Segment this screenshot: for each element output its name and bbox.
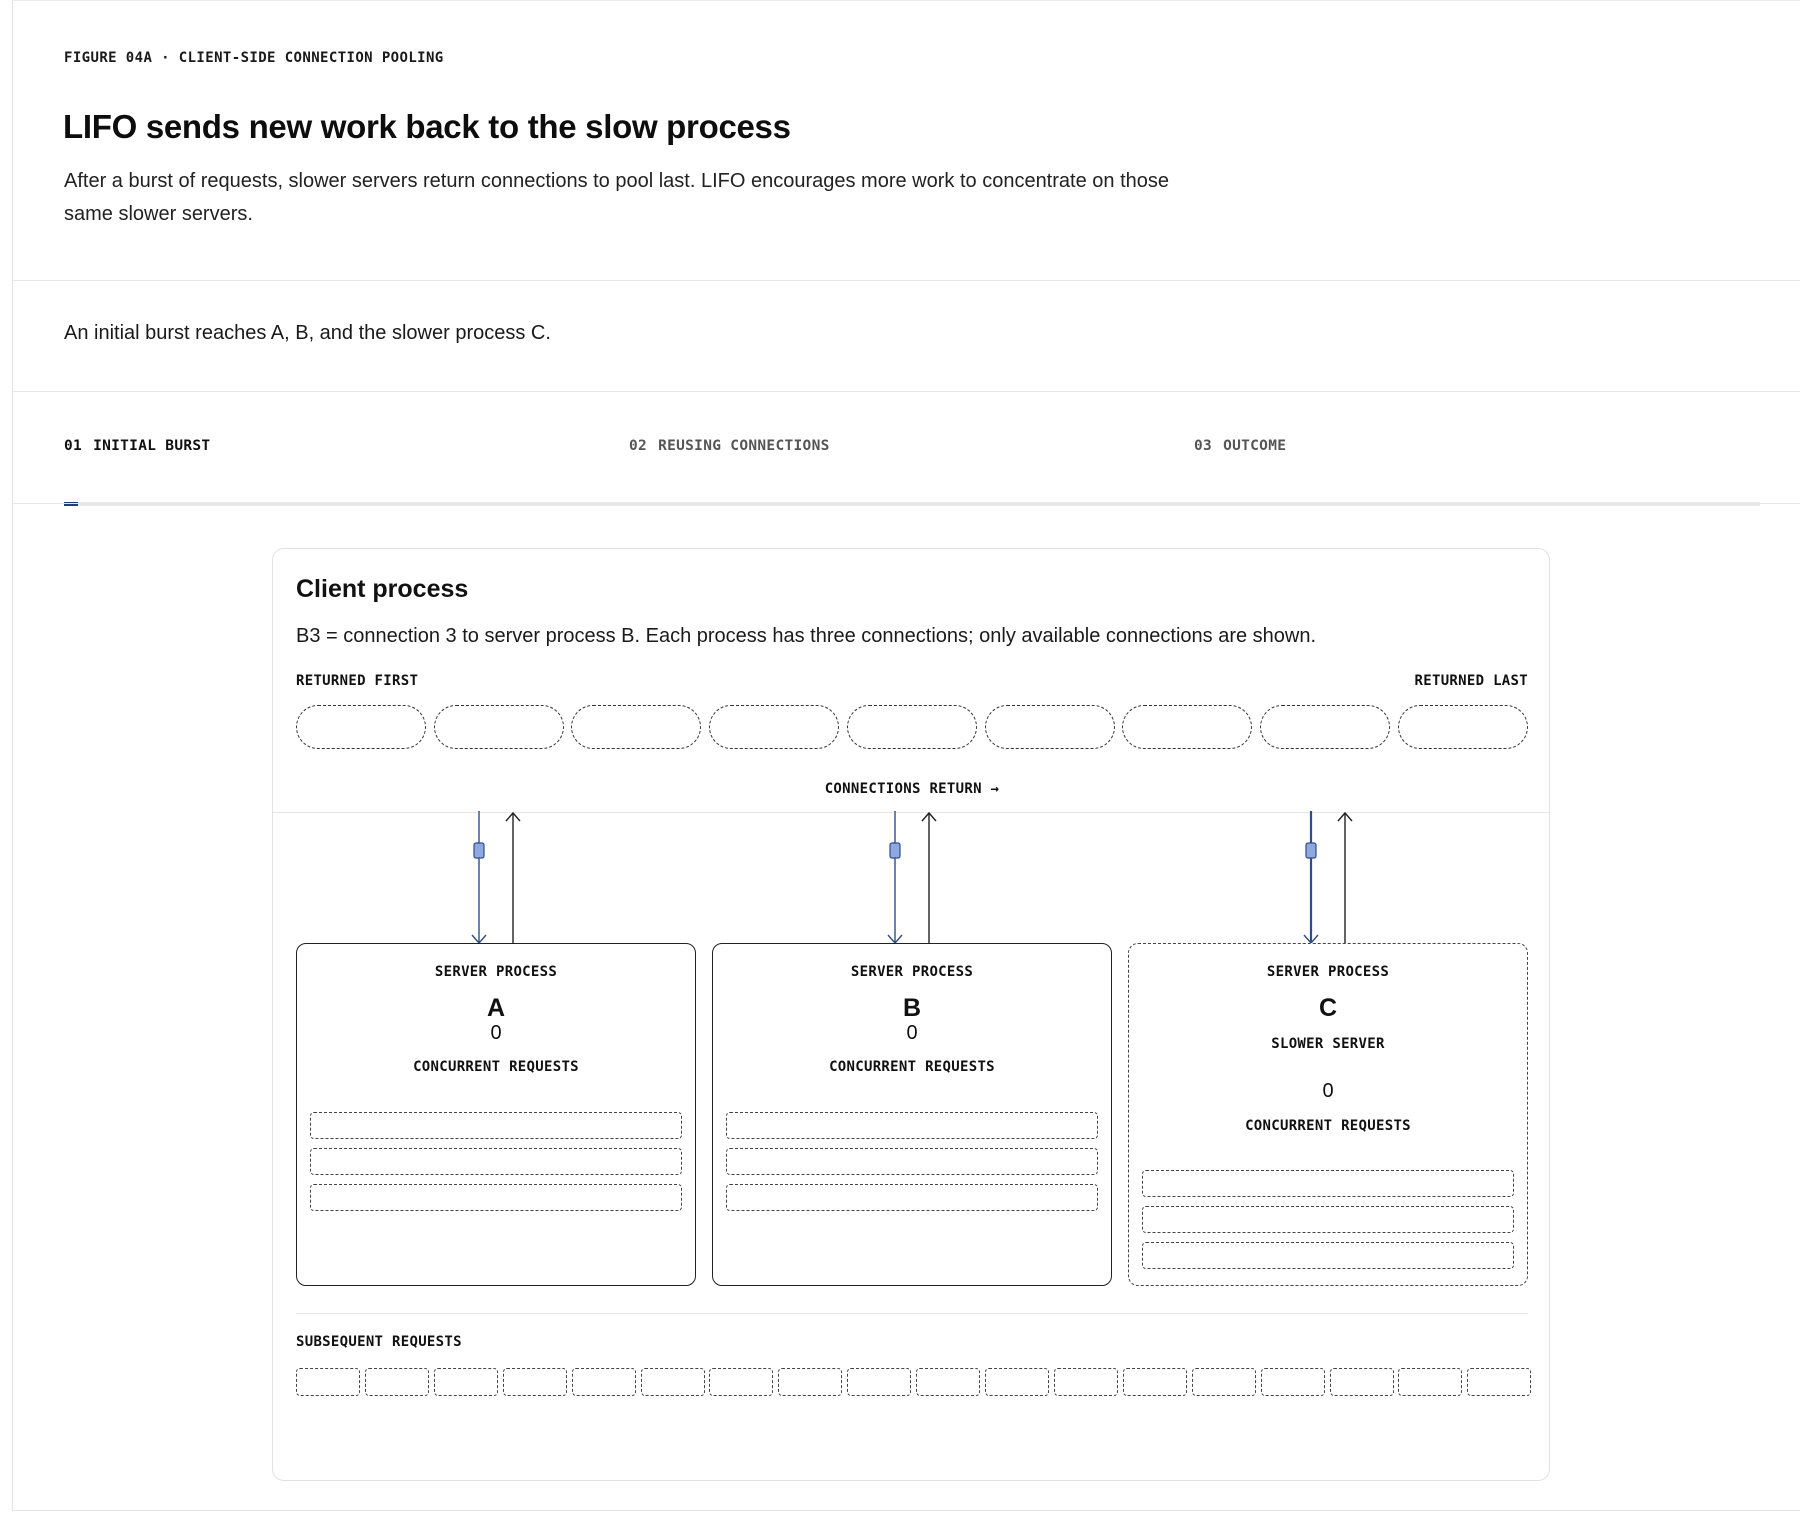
tab-initial-burst[interactable]	[64, 438, 210, 454]
request-slot	[726, 1184, 1098, 1211]
figure-eyebrow: FIGURE 04A · CLIENT-SIDE CONNECTION POOLING	[64, 50, 444, 66]
server-process-label: SERVER PROCESS	[1266, 964, 1390, 980]
client-description: B3 = connection 3 to server process B. Each process has three connections; only available connections are shown.	[296, 625, 1317, 647]
request-slot	[1142, 1206, 1514, 1233]
concurrent-request-count: 0	[490, 1022, 502, 1044]
server-name: A	[486, 994, 506, 1022]
subsequent-request-slot	[1330, 1368, 1394, 1396]
server-flow-b	[888, 811, 936, 943]
subsequent-request-slot	[709, 1368, 773, 1396]
step-label: INITIAL BURST	[93, 438, 211, 454]
server-name: C	[1318, 994, 1338, 1022]
step-label: OUTCOME	[1223, 438, 1287, 454]
concurrent-requests-label: CONCURRENT REQUESTS	[829, 1059, 995, 1075]
tab-reusing-connections[interactable]	[629, 438, 830, 454]
subsequent-request-slot	[1398, 1368, 1462, 1396]
step-caption: An initial burst reaches A, B, and the slower process C.	[64, 322, 551, 344]
request-flow-arrows	[273, 811, 1551, 961]
subsequent-request-slot	[1123, 1368, 1187, 1396]
connections-return-label: CONNECTIONS RETURN →	[824, 781, 1000, 797]
server-process-label: SERVER PROCESS	[850, 964, 974, 980]
subsequent-request-slot	[1467, 1368, 1531, 1396]
subsequent-request-slot	[296, 1368, 360, 1396]
returned-last-label: RETURNED LAST	[1414, 673, 1528, 689]
concurrent-requests-label: CONCURRENT REQUESTS	[413, 1059, 579, 1075]
server-flow-c	[1304, 811, 1352, 943]
divider	[13, 503, 1800, 504]
concurrent-request-count: 0	[906, 1022, 918, 1044]
concurrent-request-count: 0	[1322, 1080, 1334, 1102]
subsequent-request-slot	[1054, 1368, 1118, 1396]
server-process-b	[712, 943, 1112, 1286]
request-slot	[310, 1148, 682, 1175]
server-name: B	[902, 994, 922, 1022]
subsequent-request-slot	[503, 1368, 567, 1396]
divider	[296, 1313, 1528, 1314]
request-slot	[726, 1148, 1098, 1175]
server-process-label: SERVER PROCESS	[434, 964, 558, 980]
connection-token	[474, 843, 484, 858]
subsequent-request-slot	[847, 1368, 911, 1396]
figure-title: LIFO sends new work back to the slow process	[63, 108, 791, 145]
subsequent-request-slot	[778, 1368, 842, 1396]
request-slot	[726, 1112, 1098, 1139]
pool-connection-slot	[709, 705, 839, 749]
client-title: Client process	[296, 575, 469, 603]
step-number: 03	[1194, 438, 1213, 454]
pool-connection-slot	[296, 705, 426, 749]
subsequent-request-slot	[365, 1368, 429, 1396]
pool-connection-slot	[434, 705, 564, 749]
subsequent-request-slot	[641, 1368, 705, 1396]
pool-connection-slot	[1398, 705, 1528, 749]
concurrent-requests-label: CONCURRENT REQUESTS	[1245, 1118, 1411, 1134]
client-process-card	[272, 548, 1550, 1481]
step-number: 02	[629, 438, 648, 454]
pool-connection-slot	[571, 705, 701, 749]
server-process-a	[296, 943, 696, 1286]
subsequent-request-slot	[916, 1368, 980, 1396]
slower-server-badge: SLOWER SERVER	[1271, 1036, 1385, 1052]
divider	[13, 391, 1800, 392]
step-number: 01	[64, 438, 83, 454]
connection-token	[890, 843, 900, 858]
divider	[13, 280, 1800, 281]
request-slot	[310, 1184, 682, 1211]
returned-first-label: RETURNED FIRST	[296, 673, 419, 689]
subsequent-request-slot	[1192, 1368, 1256, 1396]
subsequent-request-slot	[1261, 1368, 1325, 1396]
request-slot	[310, 1112, 682, 1139]
figure-subtitle: After a burst of requests, slower servers return connections to pool last. LIFO encourages more work to concentrate on those same slower servers.	[64, 170, 1169, 225]
subsequent-request-slot	[985, 1368, 1049, 1396]
subsequent-request-slot	[434, 1368, 498, 1396]
step-label: REUSING CONNECTIONS	[658, 438, 830, 454]
subsequent-request-slot	[572, 1368, 636, 1396]
pool-connection-slot	[847, 705, 977, 749]
pool-connection-slot	[1122, 705, 1252, 749]
pool-connection-slot	[985, 705, 1115, 749]
subsequent-requests-label: SUBSEQUENT REQUESTS	[296, 1334, 462, 1350]
tab-outcome[interactable]	[1194, 438, 1286, 454]
request-slot	[1142, 1170, 1514, 1197]
server-process-c	[1128, 943, 1528, 1286]
server-flow-a	[472, 811, 520, 943]
connection-token	[1306, 843, 1316, 858]
request-slot	[1142, 1242, 1514, 1269]
pool-connection-slot	[1260, 705, 1390, 749]
